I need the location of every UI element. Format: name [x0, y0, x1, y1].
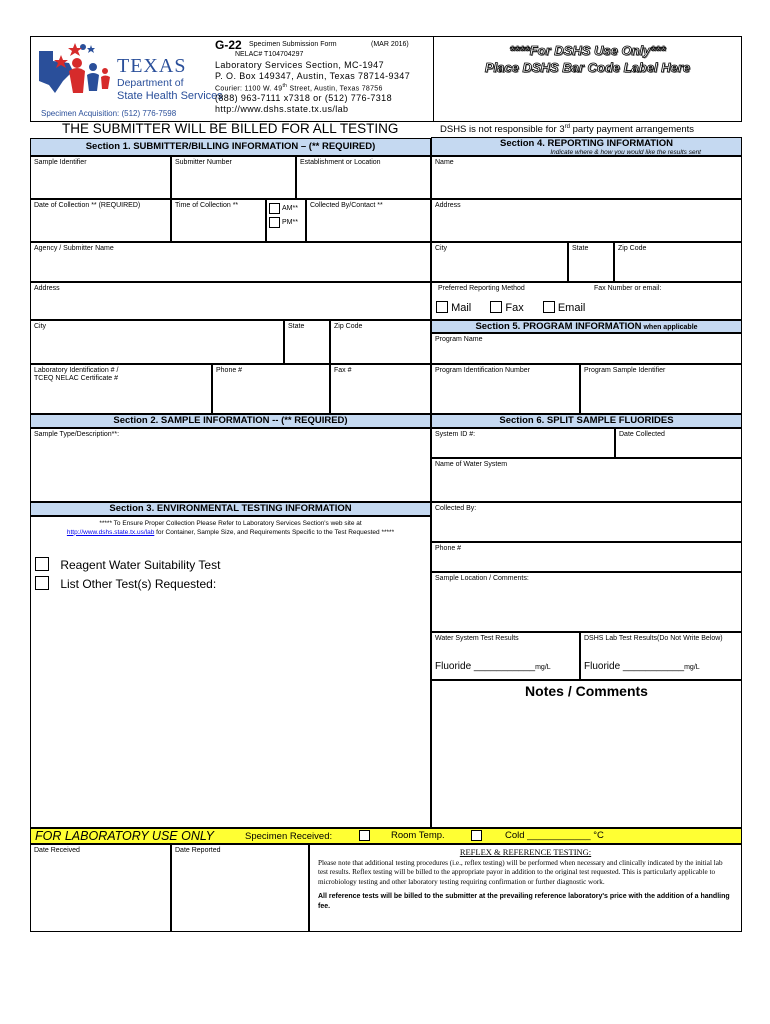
agency-name-dept: Department of [117, 77, 184, 89]
courier-address: Courier: 1100 W. 49th Street, Austin, Texas 78756 [215, 83, 383, 93]
date-received-field[interactable]: Date Received [30, 844, 171, 932]
sample-type-field[interactable]: Sample Type/Description**: [30, 428, 431, 502]
report-state-field[interactable]: State [568, 242, 614, 282]
agency-name-dshs: State Health Services [117, 90, 223, 102]
notes-comments-box[interactable] [431, 680, 742, 828]
sample-identifier-field[interactable]: Sample Identifier [30, 156, 171, 199]
pm-checkbox[interactable] [269, 217, 280, 228]
program-name-field[interactable]: Program Name [431, 333, 742, 364]
room-temp-label: Room Temp. [391, 830, 445, 841]
water-system-name-field[interactable]: Name of Water System [431, 458, 742, 502]
section4-title: Section 4. REPORTING INFORMATION [500, 138, 673, 149]
reflex-reference-box [309, 844, 742, 932]
date-of-collection-field[interactable]: Date of Collection ** (REQUIRED) [30, 199, 171, 242]
am-pm-box: AM** PM** [266, 199, 306, 242]
system-id-field[interactable]: System ID #: [431, 428, 615, 458]
reagent-water-checkbox[interactable] [35, 557, 49, 571]
fluoride-left: Fluoride ___________mg/L [435, 661, 551, 673]
sample-location-field[interactable]: Sample Location / Comments: [431, 572, 742, 632]
billing-banner-note: DSHS is not responsible for 3rd party payment arrangements [440, 124, 695, 136]
page-header [30, 36, 742, 122]
reflex-title: REFLEX & REFERENCE TESTING: [459, 847, 592, 857]
nelac-number: NELAC# T104704297 [235, 51, 304, 58]
fluoride-collected-by-field[interactable]: Collected By: [431, 502, 742, 542]
specimen-acquisition: Specimen Acquisition: (512) 776-7598 [41, 109, 177, 118]
report-name-field[interactable]: Name [431, 156, 742, 199]
other-tests-option: List Other Test(s) Requested: [35, 576, 216, 591]
fluoride-right: Fluoride ___________mg/L [584, 661, 700, 673]
report-city-field[interactable]: City [431, 242, 568, 282]
submitter-number-field[interactable]: Submitter Number [171, 156, 296, 199]
dshs-results-field: DSHS Lab Test Results(Do Not Write Below) Fluoride ___________mg/L [580, 632, 742, 680]
water-system-results-field[interactable]: Water System Test Results Fluoride ___________mg/L [431, 632, 580, 680]
other-tests-checkbox[interactable] [35, 576, 49, 590]
dshs-logo [33, 41, 223, 102]
billing-banner-main: THE SUBMITTER WILL BE BILLED FOR ALL TESTING [62, 121, 399, 136]
date-reported-field[interactable]: Date Reported [171, 844, 309, 932]
submitter-address-field[interactable]: Address [30, 282, 431, 320]
establishment-field[interactable]: Establishment or Location [296, 156, 431, 199]
submitter-zip-field[interactable]: Zip Code [330, 320, 431, 364]
reflex-body: Please note that additional testing procedures (i.e., reflex testing) will be performed when necessary and clinically indicated by the initial lab test results. Reflex testing will be billed to the appropriate payor in addition to the original test requested. This is particularly applicable to microbiology testing and other laboratory testing requiring confirmation or further diagnostic work. [318, 859, 723, 886]
preferred-method-label: Preferred Reporting Method [438, 285, 525, 292]
section6-header: Section 6. SPLIT SAMPLE FLUORIDES [431, 414, 742, 428]
form-name: Specimen Submission Form [249, 41, 337, 48]
barcode-label-instruction: Place DSHS Bar Code Label Here [484, 60, 691, 75]
program-sample-id-field[interactable]: Program Sample Identifier [580, 364, 742, 414]
mail-checkbox[interactable] [436, 301, 448, 313]
lab-website-link[interactable]: http://www.dshs.state.tx.us/lab [66, 528, 155, 536]
section3-body [30, 516, 431, 828]
po-box: P. O. Box 149347, Austin, Texas 78714-9347 [215, 71, 411, 81]
billing-banner [30, 121, 742, 137]
fax-checkbox[interactable] [490, 301, 502, 313]
reference-body: All reference tests will be billed to the submitter at the prevailing reference laboratory's price with the addition of a handling fee. [318, 893, 730, 910]
dshs-use-only-box [433, 37, 741, 121]
fluoride-phone-field[interactable]: Phone # [431, 542, 742, 572]
fax-or-email-label: Fax Number or email: [594, 285, 662, 292]
agency-submitter-field[interactable]: Agency / Submitter Name [30, 242, 431, 282]
section1-header: Section 1. SUBMITTER/BILLING INFORMATION – (** REQUIRED) [30, 138, 431, 156]
dshs-use-only-label: ****For DSHS Use Only*** [509, 43, 666, 58]
report-zip-field[interactable]: Zip Code [614, 242, 742, 282]
reporting-method-box [431, 282, 742, 320]
form-number: G-22 [215, 38, 242, 52]
section5-header: Section 5. PROGRAM INFORMATION when applicable [431, 320, 742, 333]
section4-subtitle: Indicate where & how you would like the results sent [550, 149, 701, 156]
section2-header: Section 2. SAMPLE INFORMATION -- (** REQUIRED) [30, 414, 431, 428]
email-checkbox[interactable] [543, 301, 555, 313]
agency-name-texas: TEXAS [117, 55, 187, 77]
cold-temperature: Cold ____________ °C [505, 830, 604, 841]
time-of-collection-field[interactable]: Time of Collection ** [171, 199, 266, 242]
date-collected-field[interactable]: Date Collected [615, 428, 742, 458]
section3-header: Section 3. ENVIRONMENTAL TESTING INFORMATION [30, 502, 431, 516]
lab-section: Laboratory Services Section, MC-1947 [215, 60, 384, 70]
reagent-water-option: Reagent Water Suitability Test [35, 557, 220, 572]
submitter-fax-field[interactable]: Fax # [330, 364, 431, 414]
lab-use-title: FOR LABORATORY USE ONLY [35, 829, 214, 843]
form-date: (MAR 2016) [371, 41, 409, 48]
section4-header [431, 137, 742, 156]
lab-use-banner [30, 828, 742, 844]
program-id-field[interactable]: Program Identification Number [431, 364, 580, 414]
collection-note: ***** To Ensure Proper Collection Please Refer to Laboratory Services Section's web site at http://www.dshs.state.tx.us/lab for Container, Sample Size, and Requirements Specific to the Test Requested ***** [66, 520, 395, 536]
submitter-phone-field[interactable]: Phone # [212, 364, 330, 414]
website[interactable]: http://www.dshs.state.tx.us/lab [215, 104, 349, 114]
submitter-city-field[interactable]: City [30, 320, 284, 364]
report-address-field[interactable]: Address [431, 199, 742, 242]
lab-identification-field[interactable]: Laboratory Identification # / TCEQ NELAC Certificate # [30, 364, 212, 414]
specimen-received-checkbox[interactable] [359, 830, 370, 841]
phone-number: (888) 963-7111 x7318 or (512) 776-7318 [215, 93, 392, 103]
notes-title: Notes / Comments [525, 683, 648, 699]
specimen-received-label: Specimen Received: [245, 831, 333, 842]
submitter-state-field[interactable]: State [284, 320, 330, 364]
reporting-method-options: Mail Fax Email [436, 301, 585, 314]
am-checkbox[interactable] [269, 203, 280, 214]
texas-map-icon [33, 41, 123, 101]
room-temp-checkbox[interactable] [471, 830, 482, 841]
collected-by-contact-field[interactable]: Collected By/Contact ** [306, 199, 431, 242]
